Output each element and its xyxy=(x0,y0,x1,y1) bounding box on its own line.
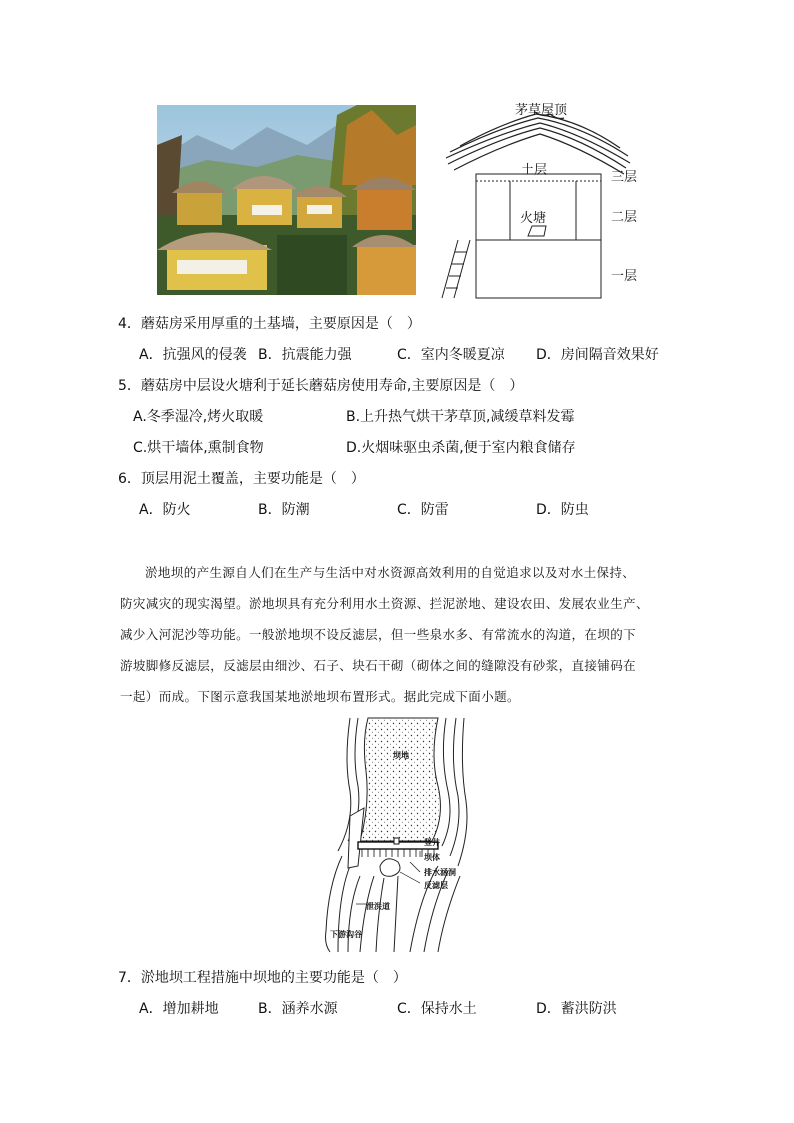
house-section-diagram xyxy=(440,108,640,300)
q6-option-c[interactable]: C．防雷 xyxy=(397,502,449,518)
question-5: 5．蘑菇房中层设火塘利于延长蘑菇房使用寿命,主要原因是（ ） xyxy=(118,378,524,394)
mushroom-house-photo xyxy=(157,105,416,295)
label-floor-2: 二层 xyxy=(611,210,638,225)
dam-label-spillway: 泄洪道 xyxy=(366,902,390,911)
passage-line-2: 防灾减灾的现实渴望。淤地坝具有充分利用水土资源、拦泥淤地、建设农田、发展农业生产、 xyxy=(120,596,649,611)
q5-option-a[interactable]: A.冬季湿冷,烤火取暖 xyxy=(133,409,264,425)
q5-option-b[interactable]: B.上升热气烘干茅草顶,减缓草料发霉 xyxy=(346,409,575,425)
q5-option-d[interactable]: D.火烟味驱虫杀菌,便于室内粮食储存 xyxy=(346,440,576,456)
dam-label-filter: 反滤层 xyxy=(424,881,448,890)
passage-line-4: 游坡脚修反滤层，反滤层由细沙、石子、块石干砌（砌体之间的缝隙没有砂浆，直接铺码在 xyxy=(120,658,637,673)
q4-option-b[interactable]: B．抗震能力强 xyxy=(258,347,352,363)
passage-line-3: 减少入河泥沙等功能。一般淤地坝不设反滤层，但一些泉水多、有常流水的沟道，在坝的下 xyxy=(120,627,637,642)
dam-label-gully: 下游沟谷 xyxy=(330,930,362,939)
q7-option-a[interactable]: A．增加耕地 xyxy=(139,1001,219,1017)
q6-option-d[interactable]: D．防虫 xyxy=(536,502,589,518)
dam-label-culvert: 排水涵洞 xyxy=(424,868,456,877)
q4-option-c[interactable]: C．室内冬暖夏凉 xyxy=(397,347,505,363)
q4-option-d[interactable]: D．房间隔音效果好 xyxy=(536,347,659,363)
dam-label-body: 坝体 xyxy=(424,853,440,862)
question-6: 6．顶层用泥土覆盖，主要功能是（ ） xyxy=(118,471,365,487)
question-7: 7．淤地坝工程措施中坝地的主要功能是（ ） xyxy=(118,970,407,986)
q7-option-c[interactable]: C．保持水土 xyxy=(397,1001,477,1017)
passage-line-5: 一起）而成。下图示意我国某地淤地坝布置形式。据此完成下面小题。 xyxy=(120,689,520,704)
label-soil: 土层 xyxy=(521,163,548,178)
label-fire: 火塘 xyxy=(520,211,547,226)
label-roof: 茅草屋顶 xyxy=(515,103,568,118)
label-floor-3: 三层 xyxy=(611,170,638,185)
q7-option-d[interactable]: D．蓄洪防洪 xyxy=(536,1001,617,1017)
label-floor-1: 一层 xyxy=(611,269,638,284)
passage-line-1: 淤地坝的产生源自人们在生产与生活中对水资源高效利用的自觉追求以及对水土保持、 xyxy=(145,565,636,580)
q4-option-a[interactable]: A．抗强风的侵袭 xyxy=(139,347,247,363)
q5-option-c[interactable]: C.烘干墙体,熏制食物 xyxy=(133,440,264,456)
q7-option-b[interactable]: B．涵养水源 xyxy=(258,1001,338,1017)
dam-label-field: 坝地 xyxy=(393,751,409,760)
q6-option-b[interactable]: B．防潮 xyxy=(258,502,310,518)
dam-label-shaft: 竖井 xyxy=(424,838,440,847)
q6-option-a[interactable]: A．防火 xyxy=(139,502,191,518)
question-4: 4．蘑菇房采用厚重的土基墙，主要原因是（ ） xyxy=(118,316,421,332)
